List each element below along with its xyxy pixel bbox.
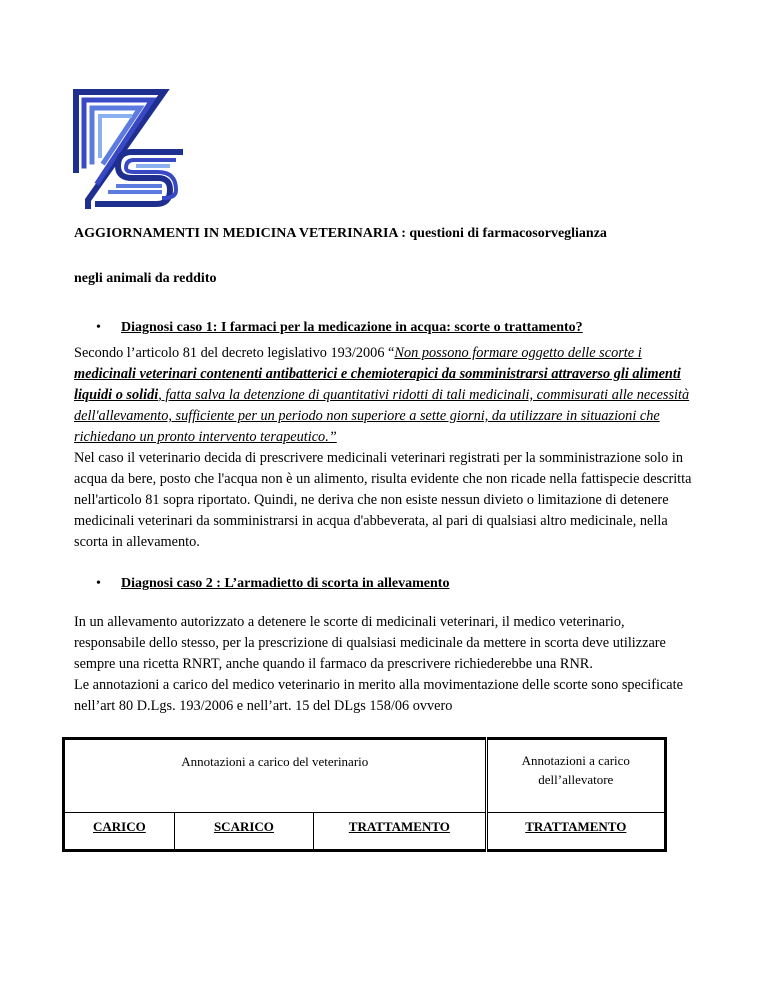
page-title: AGGIORNAMENTI IN MEDICINA VETERINARIA : questioni di farmacosorveglianza (74, 226, 607, 241)
table-cell: TRATTAMENTO (486, 813, 665, 851)
case2-paragraph: In un allevamento autorizzato a detenere le scorte di medicinali veterinari, il medico veterinario, responsabile dello stesso, per la prescrizione di qualsiasi medicinale da mettere in scorta deve utilizzare sempre una ricetta RNRT, anche quando il farmaco da prescrivere richiederebbe una RNR. Le annotazioni a carico del medico veterinario in merito alla movimentazione delle scorte sono specificate nell’art 80 D.Lgs. 193/2006 e nell’art. 15 del DLgs 158/06 ovvero (74, 614, 683, 714)
table-cell: SCARICO (174, 813, 313, 851)
breeder-header-cell: Annotazioni a carico dell’allevatore (486, 739, 665, 813)
table-cell: CARICO (64, 813, 175, 851)
annotations-table (62, 737, 667, 852)
case1-heading: Diagnosi caso 1: I farmaci per la medicazione in acqua: scorte o trattamento? (121, 320, 583, 335)
izs-logo (68, 82, 186, 210)
bullet-icon: • (96, 576, 101, 591)
vet-header-cell: Annotazioni a carico del veterinario (64, 739, 487, 813)
page-subtitle: negli animali da reddito (74, 271, 217, 286)
table-cell: TRATTAMENTO (314, 813, 487, 851)
bullet-icon: • (96, 320, 101, 335)
case1-paragraph: Secondo l’articolo 81 del decreto legislativo 193/2006 “Non possono formare oggetto delle scorte i medicinali veterinari contenenti antibatterici e chemioterapici da somministrarsi attraverso gli alimenti liquidi o solidi, fatta salva la detenzione di quantitativi ridotti di tali medicinali, commisurati alle necessità dell'allevamento, sufficiente per un periodo non superiore a sette giorni, da utilizzare in situazioni che richiedano un pronto intervento terapeutico.” Nel caso il veterinario decida di prescrivere medicinali veterinari registrati per la somministrazione solo in acqua da bere, posto che l'acqua non è un alimento, risulta evidente che non ricade nella fattispecie descritta nell'articolo 81 sopra riportato. Quindi, ne deriva che non esiste nessun divieto o limitazione di detenere medicinali veterinari da somministrarsi in acqua d'abbeverata, al pari di qualsiasi altro medicinale, nella scorta in allevamento. (74, 345, 692, 550)
case2-heading: Diagnosi caso 2 : L’armadietto di scorta in allevamento (121, 576, 450, 591)
